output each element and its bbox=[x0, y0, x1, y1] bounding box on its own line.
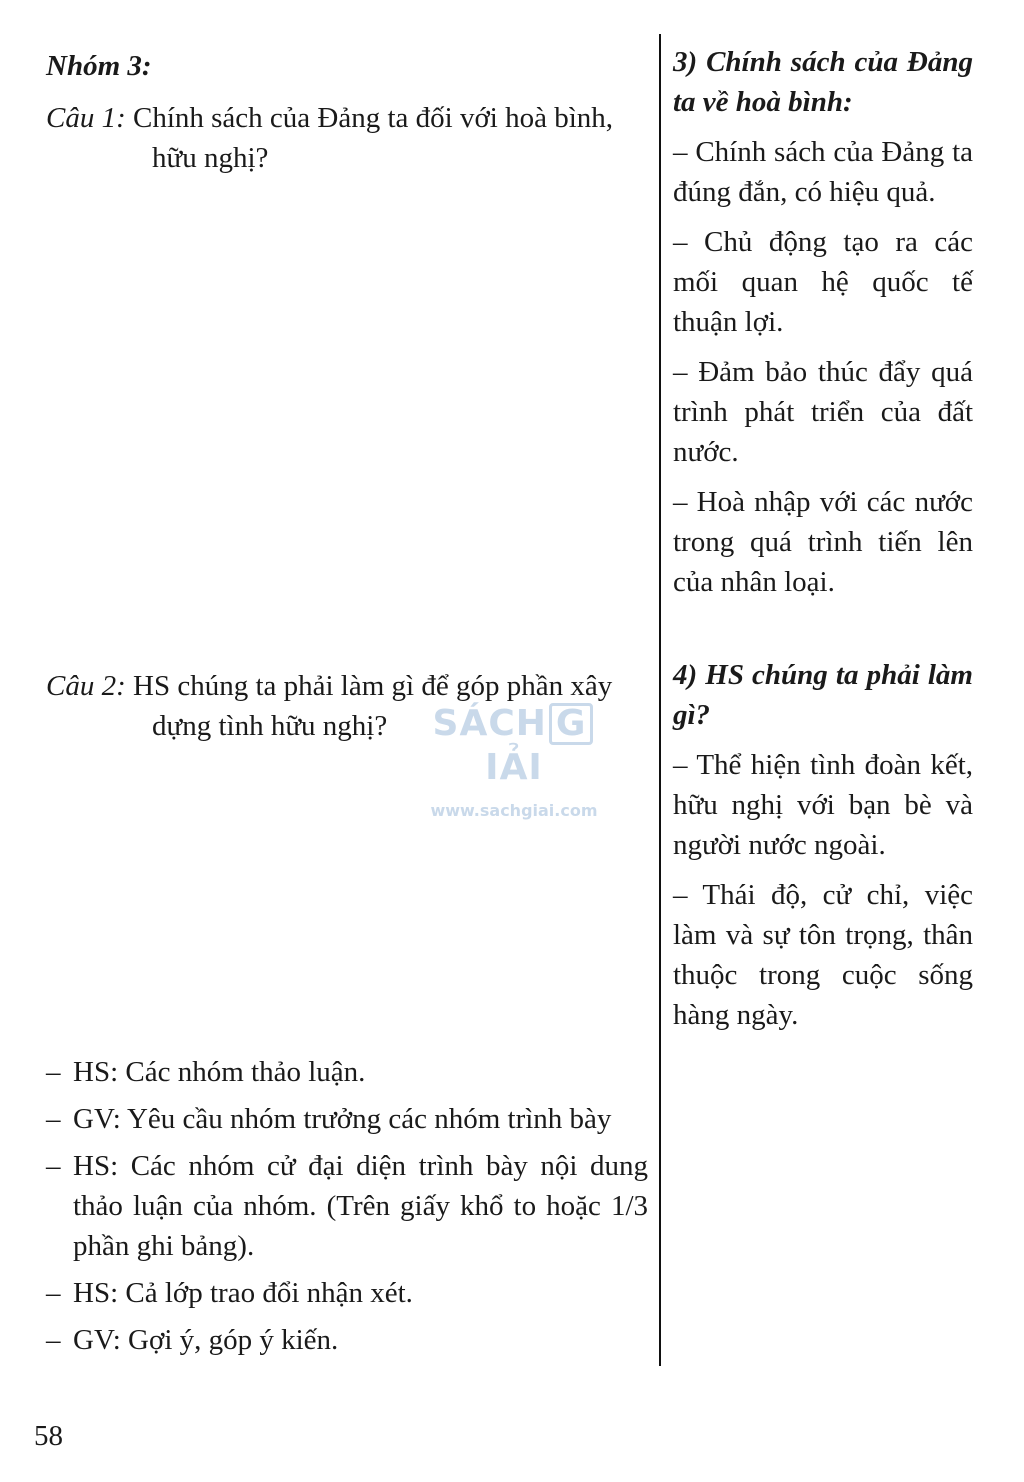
watermark-url: www.sachgiai.com bbox=[430, 801, 598, 820]
section-4-point: – Thái độ, cử chỉ, việc làm và sự tôn trọng, thân thuộc trong cuộc sống hàng ngày. bbox=[673, 879, 973, 1031]
watermark-logo-g: G bbox=[549, 703, 594, 745]
section-3-point: – Chính sách của Đảng ta đúng đắn, có hiệu quả. bbox=[673, 136, 973, 208]
activity-text: HS: Các nhóm thảo luận. bbox=[73, 1056, 366, 1088]
activity-list bbox=[46, 1052, 648, 1367]
activity-text: HS: Các nhóm cử đại diện trình bày nội dung thảo luận của nhóm. (Trên giấy khổ to hoặc 1/3 phần ghi bảng). bbox=[73, 1150, 648, 1262]
dash-bullet: – bbox=[46, 1277, 61, 1309]
page-number: 58 bbox=[34, 1420, 63, 1452]
activity-text: GV: Yêu cầu nhóm trưởng các nhóm trình bày bbox=[73, 1103, 612, 1135]
group-title: Nhóm 3: bbox=[46, 50, 152, 82]
dash-bullet: – bbox=[46, 1056, 61, 1088]
watermark-logo-left: SÁCH bbox=[432, 703, 547, 744]
dash-bullet: – bbox=[46, 1150, 61, 1182]
question-1 bbox=[46, 98, 648, 178]
list-item bbox=[46, 1146, 648, 1266]
question-2-text-line1: HS chúng ta phải làm gì để góp phần xây bbox=[133, 670, 613, 702]
list-item bbox=[46, 1273, 648, 1313]
question-2-text-line2: dựng tình hữu nghị? bbox=[152, 710, 388, 742]
section-4 bbox=[673, 655, 973, 1045]
section-4-point: – Thể hiện tình đoàn kết, hữu nghị với bạn bè và người nước ngoài. bbox=[673, 749, 973, 861]
column-divider bbox=[659, 34, 661, 1366]
activity-text: GV: Gợi ý, góp ý kiến. bbox=[73, 1324, 339, 1356]
section-3-point: – Hoà nhập với các nước trong quá trình tiến lên của nhân loại. bbox=[673, 486, 973, 598]
dash-bullet: – bbox=[46, 1103, 61, 1135]
section-3-point: – Chủ động tạo ra các mối quan hệ quốc tế thuận lợi. bbox=[673, 226, 973, 338]
section-4-heading: 4) HS chúng ta phải làm gì? bbox=[673, 659, 973, 731]
activity-text: HS: Cả lớp trao đổi nhận xét. bbox=[73, 1277, 413, 1309]
section-3 bbox=[673, 42, 973, 612]
section-3-point: – Đảm bảo thúc đẩy quá trình phát triển của đất nước. bbox=[673, 356, 973, 468]
dash-bullet: – bbox=[46, 1324, 61, 1356]
list-item bbox=[46, 1052, 648, 1092]
watermark-logo-right: IẢI bbox=[485, 747, 543, 788]
question-1-text-line2: hữu nghị? bbox=[152, 142, 269, 174]
list-item bbox=[46, 1320, 648, 1360]
question-1-text-line1: Chính sách của Đảng ta đối với hoà bình, bbox=[133, 102, 614, 134]
question-2-label: Câu 2: bbox=[46, 670, 126, 702]
question-2 bbox=[46, 666, 648, 746]
question-1-label: Câu 1: bbox=[46, 102, 126, 134]
list-item bbox=[46, 1099, 648, 1139]
section-3-heading: 3) Chính sách của Đảng ta về hoà bình: bbox=[673, 46, 973, 118]
